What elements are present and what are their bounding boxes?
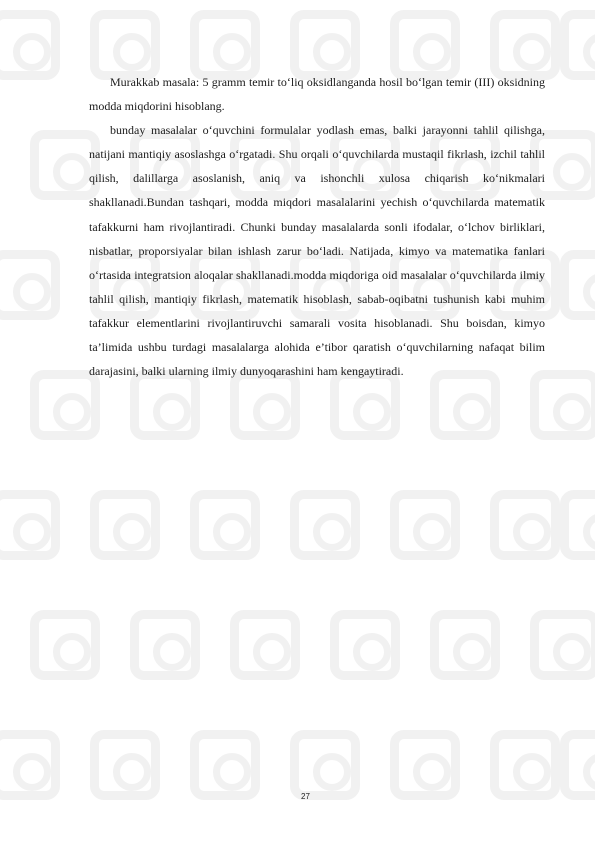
document-body <box>89 70 545 383</box>
watermark-tile <box>560 490 595 560</box>
paragraph-problem-statement: Murakkab masala: 5 gramm temir to‘liq oksidlanganda hosil bo‘lgan temir (III) oksidning modda miqdorini hisoblang. <box>89 75 545 114</box>
watermark-tile <box>560 250 595 320</box>
watermark-tile <box>90 730 160 800</box>
watermark-tile <box>560 730 595 800</box>
watermark-tile <box>290 490 360 560</box>
watermark-tile <box>560 10 595 80</box>
watermark-tile <box>390 730 460 800</box>
watermark-tile <box>0 250 60 320</box>
watermark-tile <box>0 490 60 560</box>
watermark-tile <box>30 610 100 680</box>
watermark-tile <box>190 490 260 560</box>
watermark-tile <box>0 730 60 800</box>
watermark-tile <box>230 610 300 680</box>
watermark-tile <box>490 730 560 800</box>
watermark-tile <box>130 610 200 680</box>
page-number: 27 <box>301 792 310 801</box>
watermark-tile <box>330 610 400 680</box>
watermark-tile <box>530 610 595 680</box>
watermark-tile <box>0 10 60 80</box>
watermark-tile <box>90 490 160 560</box>
watermark-tile <box>390 490 460 560</box>
watermark-tile <box>290 730 360 800</box>
paragraph-discussion: bunday masalalar o‘quvchini formulalar yodlash emas, balki jarayonni tahlil qilishga, natijani mantiqiy asoslashga o‘rgatadi. Shu orqali o‘quvchilarda mustaqil fikrlash, izchil tahlil qilish, dalillarga asoslanish, aniq va ishonchli xulosa chiqarish ko‘nikmalari shakllanadi.Bundan tashqari, modda miqdori masalalarini yechish o‘quvchilarda matematik tafakkurni ham rivojlantiradi. Chunki bunday masalalarda sonli ifodalar, o‘lchov birliklari, nisbatlar, proporsiyalar bilan ishlash zarur bo‘ladi. Natijada, kimyo va matematika fanlari o‘rtasida integratsion aloqalar shakllanadi.modda miqdoriga oid masalalar o‘quvchilarda ilmiy tahlil qilish, mantiqiy fikrlash, matematik hisoblash, sabab-oqibatni tushunish kabi muhim tafakkur elementlarini rivojlantiruvchi samarali vosita hisoblanadi. Shu boisdan, kimyo ta’limida ushbu turdagi masalalarga alohida e’tibor qaratish o‘quvchilarning nafaqat bilim darajasini, balki ularning ilmiy dunyoqarashini ham kengaytiradi. <box>89 123 545 379</box>
watermark-tile <box>430 610 500 680</box>
watermark-tile <box>490 490 560 560</box>
watermark-tile <box>190 730 260 800</box>
